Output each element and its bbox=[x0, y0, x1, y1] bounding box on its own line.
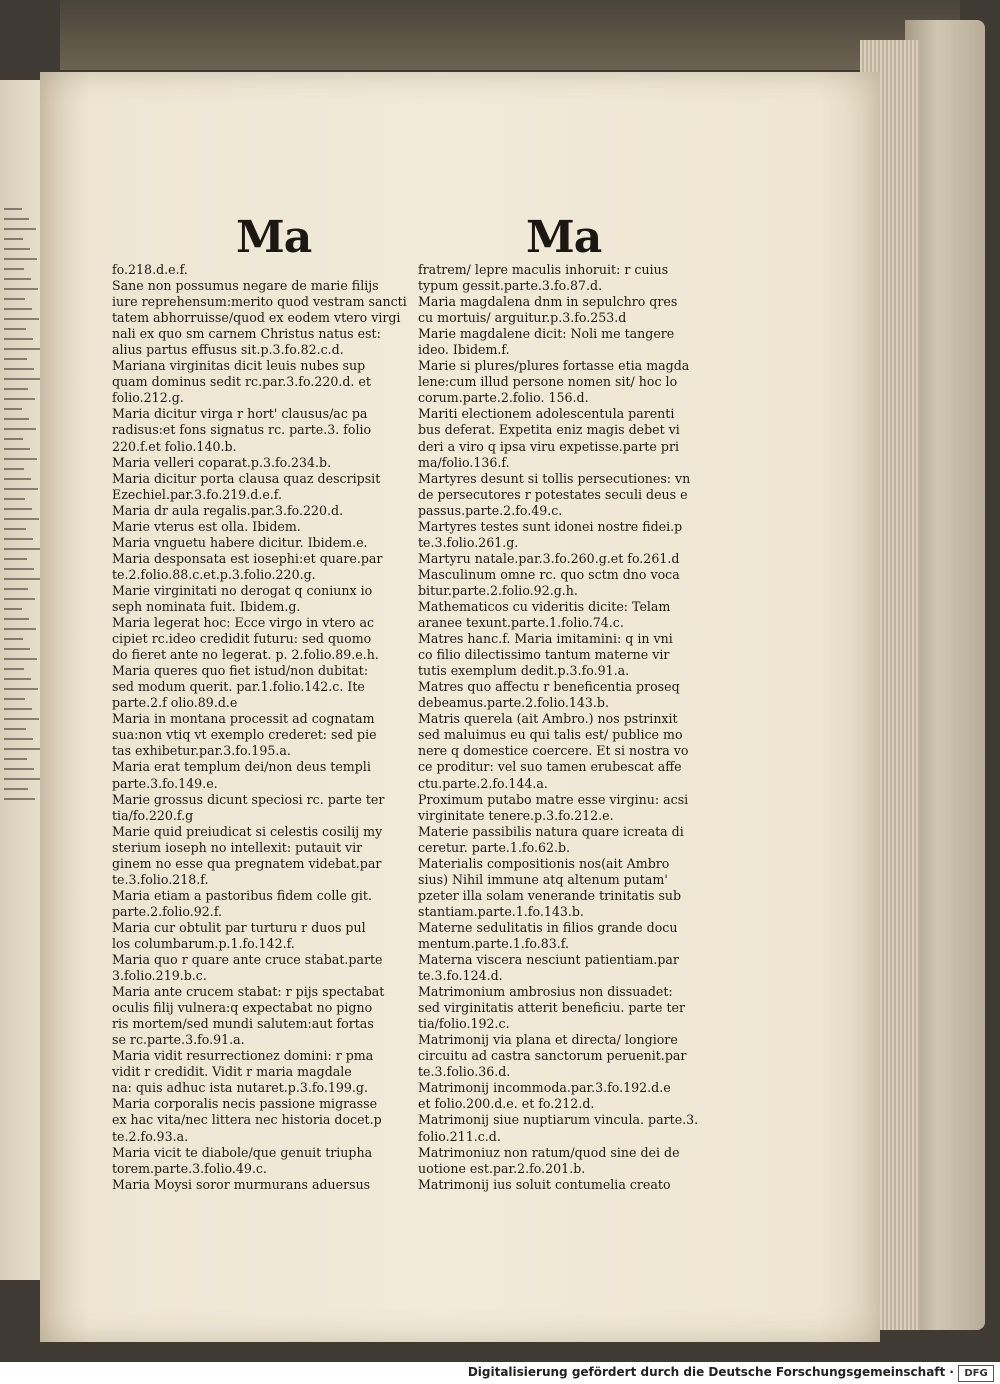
text-line: te.3.folio.261.g. bbox=[418, 534, 519, 550]
left-page-line bbox=[4, 338, 33, 340]
text-line: Materialis compositionis nos(ait Ambro bbox=[418, 855, 670, 871]
text-line: Maria dicitur porta clausa quaz descripsit bbox=[112, 470, 381, 486]
text-line: Mariana virginitas dicit leuis nubes sup bbox=[112, 358, 366, 374]
text-line: lene:cum illud persone nomen sit/ hoc lo bbox=[418, 374, 678, 390]
text-line: ideo. Ibidem.f. bbox=[418, 342, 510, 358]
left-page-line bbox=[4, 658, 37, 660]
left-page-line bbox=[4, 258, 37, 260]
running-head-left: Ma bbox=[236, 212, 312, 263]
text-line: pzeter illa solam venerande trinitatis sub bbox=[418, 887, 682, 903]
left-page-line bbox=[4, 598, 35, 600]
text-line: Materne sedulitatis in filios grande docu bbox=[418, 919, 678, 935]
text-line: Ezechiel.par.3.fo.219.d.e.f. bbox=[112, 486, 282, 502]
text-line: parte.3.fo.149.e. bbox=[112, 775, 218, 791]
text-line: corum.parte.2.folio. 156.d. bbox=[418, 390, 589, 406]
text-line: ris mortem/sed mundi salutem:aut fortas bbox=[112, 1016, 374, 1032]
book-page bbox=[40, 72, 880, 1342]
text-line: Matres hanc.f. Maria imitamini: q in vni bbox=[418, 631, 673, 647]
left-page-line bbox=[4, 348, 40, 350]
text-line: Maria cur obtulit par turturu r duos pul bbox=[112, 919, 366, 935]
left-page-line bbox=[4, 448, 30, 450]
left-page-line bbox=[4, 278, 31, 280]
left-page-line bbox=[4, 418, 29, 420]
text-line: mentum.parte.1.fo.83.f. bbox=[418, 935, 570, 951]
text-line: Mathematicos cu videritis dicite: Telam bbox=[418, 598, 671, 614]
text-line: 3.folio.219.b.c. bbox=[112, 968, 207, 984]
left-page-line bbox=[4, 518, 39, 520]
left-page-line bbox=[4, 638, 23, 640]
text-line: Maria vnguetu habere dicitur. Ibidem.e. bbox=[112, 534, 368, 550]
text-line: Martyres desunt si tollis persecutiones: vn bbox=[418, 470, 691, 486]
text-line: Maria vidit resurrectionez domini: r pma bbox=[112, 1048, 374, 1064]
text-line: Maria ante crucem stabat: r pijs spectabat bbox=[112, 984, 385, 1000]
text-line: oculis filij vulnera:q expectabat no pigno bbox=[112, 1000, 373, 1016]
text-line: Matrimonij ius soluit contumelia creato bbox=[418, 1176, 671, 1192]
text-line: debeamus.parte.2.folio.143.b. bbox=[418, 695, 609, 711]
left-page-line bbox=[4, 238, 23, 240]
text-line: stantiam.parte.1.fo.143.b. bbox=[418, 903, 584, 919]
text-line: na: quis adhuc ista nutaret.p.3.fo.199.g. bbox=[112, 1080, 368, 1096]
left-page-line bbox=[4, 618, 29, 620]
text-line: Maria Moysi soror murmurans aduersus bbox=[112, 1176, 371, 1192]
text-line: bitur.parte.2.folio.92.g.h. bbox=[418, 582, 578, 598]
text-line: te.3.fo.124.d. bbox=[418, 968, 503, 984]
text-line: sius) Nihil immune atq altenum putam' bbox=[418, 871, 668, 887]
text-line: tia/fo.220.f.g bbox=[112, 807, 194, 823]
text-line: aranee texunt.parte.1.folio.74.c. bbox=[418, 615, 624, 631]
left-page-line bbox=[4, 608, 22, 610]
text-line: Maria dicitur virga r hort' clausus/ac pa bbox=[112, 406, 368, 422]
text-line: Matrimonij incommoda.par.3.fo.192.d.e bbox=[418, 1080, 671, 1096]
text-line: Maria corporalis necis passione migrasse bbox=[112, 1096, 378, 1112]
text-line: deri a viro q ipsa viru expetisse.parte pri bbox=[418, 438, 679, 454]
text-line: Marie virginitati no derogat q coniunx io bbox=[112, 582, 373, 598]
text-line: sua:non vtiq vt exemplo crederet: sed pie bbox=[112, 727, 377, 743]
text-line: ctu.parte.2.fo.144.a. bbox=[418, 775, 548, 791]
text-line: Mariti electionem adolescentula parenti bbox=[418, 406, 675, 422]
text-line: Matrimonij via plana et directa/ longiore bbox=[418, 1032, 678, 1048]
running-head-right: Ma bbox=[526, 212, 602, 263]
text-line: cipiet rc.ideo credidit futuru: sed quomo bbox=[112, 631, 372, 647]
left-page-line bbox=[4, 378, 41, 380]
left-page-line bbox=[4, 368, 34, 370]
text-line: ceretur. parte.1.fo.62.b. bbox=[418, 839, 571, 855]
left-page-line bbox=[4, 588, 28, 590]
text-line: ex hac vita/nec littera nec historia docet.p bbox=[112, 1112, 382, 1128]
text-line: folio.211.c.d. bbox=[418, 1128, 501, 1144]
left-page-line bbox=[4, 548, 40, 550]
text-line: te.2.folio.88.c.et.p.3.folio.220.g. bbox=[112, 566, 316, 582]
text-line: Marie grossus dicunt speciosi rc. parte ter bbox=[112, 791, 385, 807]
text-line: Maria velleri coparat.p.3.fo.234.b. bbox=[112, 454, 332, 470]
text-line: Marie si plures/plures fortasse etia magda bbox=[418, 358, 690, 374]
left-page-line bbox=[4, 478, 31, 480]
text-line: Maria etiam a pastoribus fidem colle git. bbox=[112, 887, 372, 903]
left-page-line bbox=[4, 708, 32, 710]
text-line: Matrimonij siue nuptiarum vincula. parte.3. bbox=[418, 1112, 699, 1128]
left-text-column bbox=[112, 262, 410, 1193]
left-page-line bbox=[4, 668, 24, 670]
text-line: sed modum querit. par.1.folio.142.c. Ite bbox=[112, 679, 365, 695]
left-page-line bbox=[4, 768, 34, 770]
text-line: Maria dr aula regalis.par.3.fo.220.d. bbox=[112, 502, 344, 518]
left-page-line bbox=[4, 308, 32, 310]
left-page-text-fragment bbox=[4, 200, 42, 808]
left-page-line bbox=[4, 438, 23, 440]
text-line: Proximum putabo matre esse virginu: acsi bbox=[418, 791, 689, 807]
left-page-line bbox=[4, 328, 26, 330]
text-line: te.2.fo.93.a. bbox=[112, 1128, 189, 1144]
text-line: fratrem/ lepre maculis inhoruit: r cuius bbox=[418, 262, 669, 277]
text-line: cu mortuis/ arguitur.p.3.fo.253.d bbox=[418, 310, 627, 326]
left-page-line bbox=[4, 268, 24, 270]
text-line: los columbarum.p.1.fo.142.f. bbox=[112, 935, 295, 951]
left-page-line bbox=[4, 648, 30, 650]
text-line: Marie vterus est olla. Ibidem. bbox=[112, 518, 301, 534]
left-page-line bbox=[4, 778, 41, 780]
text-line: Materie passibilis natura quare icreata di bbox=[418, 823, 684, 839]
dfg-logo: DFG bbox=[958, 1365, 994, 1382]
text-line: te.3.folio.218.f. bbox=[112, 871, 209, 887]
text-line: ginem no esse qua pregnatem videbat.par bbox=[112, 855, 382, 871]
left-page-line bbox=[4, 468, 24, 470]
left-page-line bbox=[4, 558, 27, 560]
left-page-line bbox=[4, 248, 30, 250]
text-line: Matres quo affectu r beneficentia proseq bbox=[418, 679, 680, 695]
left-page-line bbox=[4, 458, 37, 460]
text-line: Matris querela (ait Ambro.) nos pstrinxit bbox=[418, 711, 678, 727]
text-line: tutis exemplum dedit.p.3.fo.91.a. bbox=[418, 663, 630, 679]
left-page-line bbox=[4, 798, 35, 800]
text-line: typum gessit.parte.3.fo.87.d. bbox=[418, 278, 603, 294]
left-page-line bbox=[4, 498, 25, 500]
left-page-line bbox=[4, 528, 26, 530]
text-line: Matrimoniuz non ratum/quod sine dei de bbox=[418, 1144, 680, 1160]
left-page-line bbox=[4, 738, 33, 740]
text-line: Sane non possumus negare de marie filijs bbox=[112, 278, 379, 294]
text-line: Martyres testes sunt idonei nostre fidei.p bbox=[418, 518, 683, 534]
left-page-line bbox=[4, 398, 35, 400]
text-line: passus.parte.2.fo.49.c. bbox=[418, 502, 563, 518]
left-page-line bbox=[4, 688, 38, 690]
text-line: folio.212.g. bbox=[112, 390, 184, 406]
text-line: Maria in montana processit ad cognatam bbox=[112, 711, 375, 727]
text-line: 220.f.et folio.140.b. bbox=[112, 438, 237, 454]
text-line: Martyru natale.par.3.fo.260.g.et fo.261.d bbox=[418, 550, 680, 566]
text-line: co filio dilectissimo tantum materne vir bbox=[418, 647, 670, 663]
text-line: Maria vicit te diabole/que genuit triupha bbox=[112, 1144, 373, 1160]
left-page-line bbox=[4, 318, 39, 320]
text-line: Maria quo r quare ante cruce stabat.parte bbox=[112, 952, 383, 968]
left-page-line bbox=[4, 428, 36, 430]
left-page-line bbox=[4, 288, 38, 290]
text-line: tia/folio.192.c. bbox=[418, 1016, 510, 1032]
left-page-line bbox=[4, 488, 38, 490]
left-page-line bbox=[4, 228, 36, 230]
text-line: circuitu ad castra sanctorum peruenit.par bbox=[418, 1048, 687, 1064]
left-page-line bbox=[4, 298, 25, 300]
text-line: et folio.200.d.e. et fo.212.d. bbox=[418, 1096, 595, 1112]
left-page-line bbox=[4, 568, 34, 570]
text-line: parte.2.f olio.89.d.e bbox=[112, 695, 238, 711]
text-line: parte.2.folio.92.f. bbox=[112, 903, 223, 919]
left-page-line bbox=[4, 508, 32, 510]
text-line: Maria queres quo fiet istud/non dubitat: bbox=[112, 663, 369, 679]
footer-credit: Digitalisierung gefördert durch die Deutsche Forschungsgemeinschaft · bbox=[467, 1365, 954, 1379]
text-line: nali ex quo sm carnem Christus natus est: bbox=[112, 326, 381, 342]
left-page-line bbox=[4, 218, 29, 220]
text-line: sed maluimus eu qui talis est/ publice mo bbox=[418, 727, 683, 743]
left-page-line bbox=[4, 408, 22, 410]
text-line: Maria legerat hoc: Ecce virgo in vtero ac bbox=[112, 615, 375, 631]
text-line: se rc.parte.3.fo.91.a. bbox=[112, 1032, 245, 1048]
text-line: ma/folio.136.f. bbox=[418, 454, 510, 470]
right-text-column bbox=[418, 262, 718, 1193]
left-page-line bbox=[4, 748, 40, 750]
text-line: Marie quid preiudicat si celestis cosilij my bbox=[112, 823, 383, 839]
text-line: fo.218.d.e.f. bbox=[112, 262, 188, 277]
text-line: radisus:et fons signatus rc. parte.3. folio bbox=[112, 422, 372, 438]
text-line: uotione est.par.2.fo.201.b. bbox=[418, 1160, 586, 1176]
text-line: quam dominus sedit rc.par.3.fo.220.d. et bbox=[112, 374, 371, 390]
left-page-line bbox=[4, 728, 26, 730]
text-line: Maria erat templum dei/non deus templi bbox=[112, 759, 371, 775]
text-line: Materna viscera nesciunt patientiam.par bbox=[418, 952, 679, 968]
text-line: te.3.folio.36.d. bbox=[418, 1064, 511, 1080]
text-line: vidit r credidit. Vidit r maria magdale bbox=[112, 1064, 352, 1080]
left-page-line bbox=[4, 628, 36, 630]
text-line: sed virginitatis atterit beneficiu. parte ter bbox=[418, 1000, 686, 1016]
left-page-line bbox=[4, 788, 28, 790]
text-line: bus deferat. Expetita eniz magis debet vi bbox=[418, 422, 680, 438]
text-line: Maria magdalena dnm in sepulchro qres bbox=[418, 294, 678, 310]
text-line: Masculinum omne rc. quo sctm dno voca bbox=[418, 566, 680, 582]
text-line: iure reprehensum:merito quod vestram sancti bbox=[112, 294, 407, 310]
text-line: tas exhibetur.par.3.fo.195.a. bbox=[112, 743, 291, 759]
left-page-line bbox=[4, 388, 28, 390]
text-line: Matrimonium ambrosius non dissuadet: bbox=[418, 984, 673, 1000]
text-line: sterium ioseph no intellexit: putauit vir bbox=[112, 839, 363, 855]
text-line: de persecutores r potestates seculi deus e bbox=[418, 486, 688, 502]
book-top-edge bbox=[60, 0, 960, 70]
text-line: virginitate tenere.p.3.fo.212.e. bbox=[418, 807, 614, 823]
text-line: alius partus effusus sit.p.3.fo.82.c.d. bbox=[112, 342, 344, 358]
text-line: torem.parte.3.folio.49.c. bbox=[112, 1160, 267, 1176]
left-page-line bbox=[4, 758, 27, 760]
text-line: seph nominata fuit. Ibidem.g. bbox=[112, 598, 301, 614]
footer-bar bbox=[0, 1362, 1000, 1384]
left-page-line bbox=[4, 698, 25, 700]
text-line: do fieret ante no legerat. p. 2.folio.89.e.h. bbox=[112, 647, 379, 663]
left-page-line bbox=[4, 538, 33, 540]
left-page-line bbox=[4, 358, 27, 360]
text-line: tatem abhorruisse/quod ex eodem vtero virgi bbox=[112, 310, 401, 326]
text-line: nere q domestice coercere. Et si nostra vo bbox=[418, 743, 689, 759]
text-line: Maria desponsata est iosephi:et quare.par bbox=[112, 550, 383, 566]
text-line: ce proditur: vel suo tamen erubescat affe bbox=[418, 759, 682, 775]
left-page-line bbox=[4, 718, 39, 720]
text-line: Marie magdalene dicit: Noli me tangere bbox=[418, 326, 675, 342]
left-page-line bbox=[4, 578, 41, 580]
left-page-line bbox=[4, 678, 31, 680]
left-page-line bbox=[4, 208, 22, 210]
